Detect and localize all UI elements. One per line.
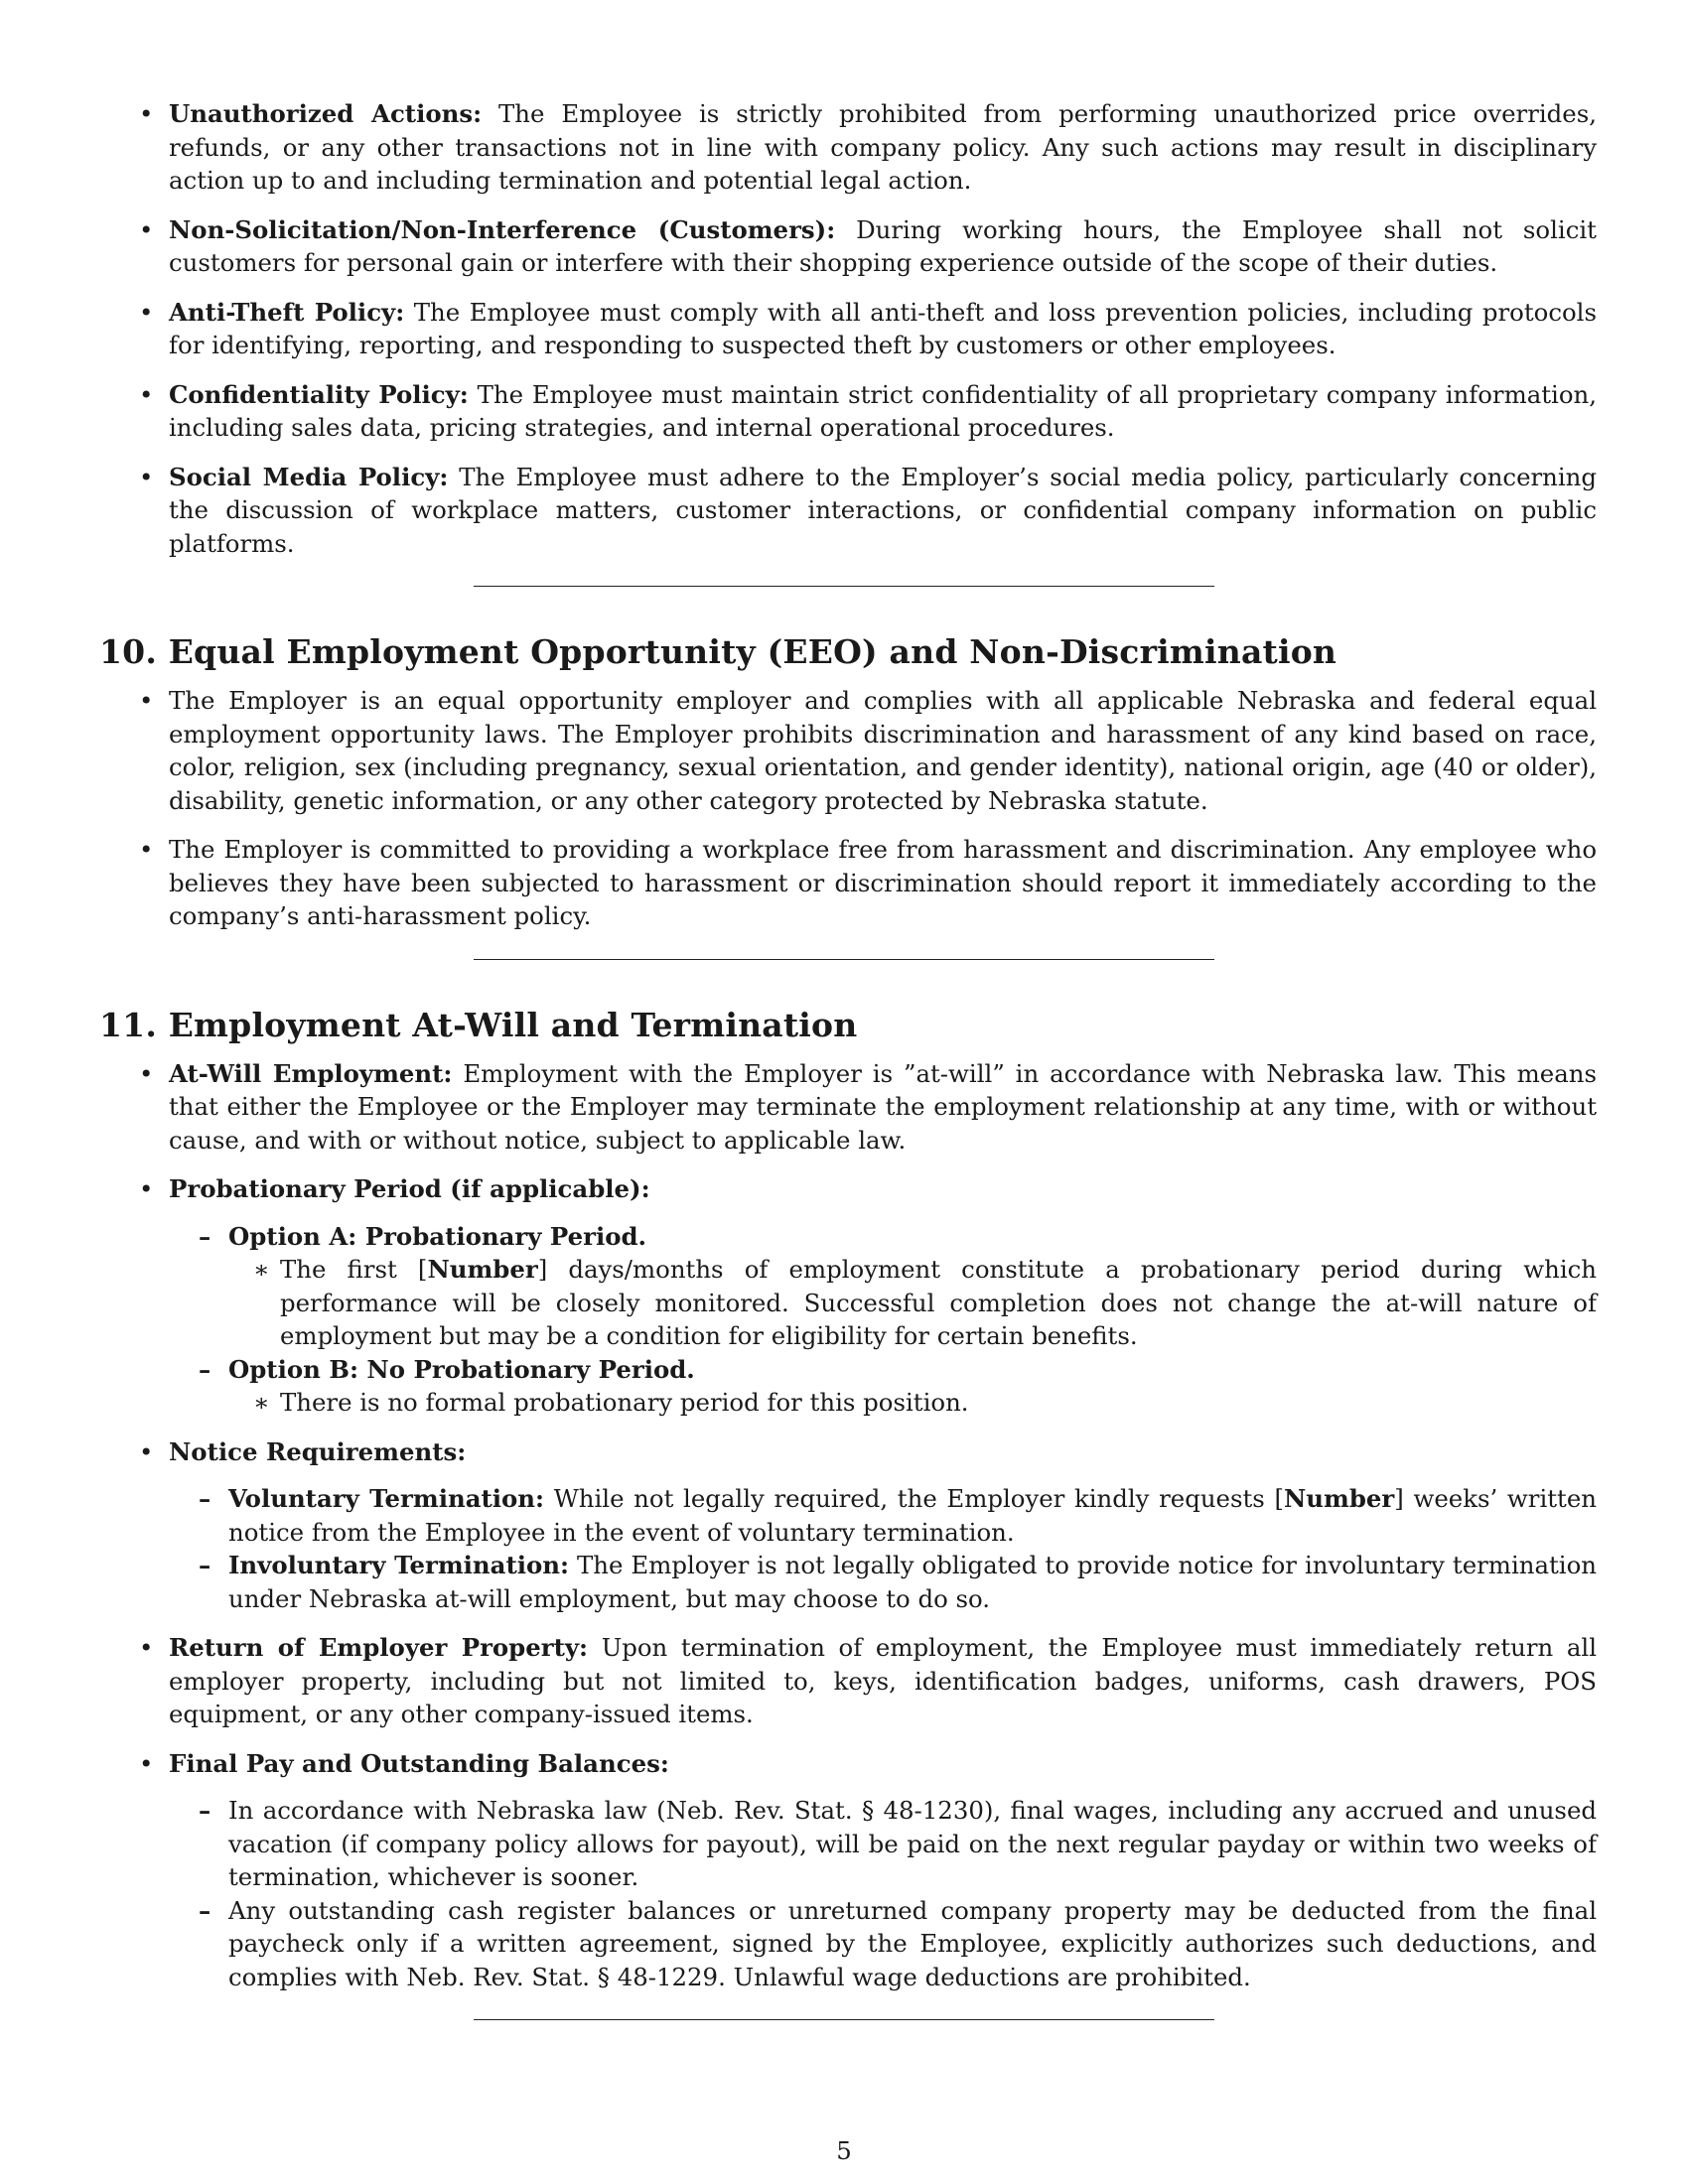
list-item <box>99 296 1597 362</box>
bracket: ] <box>537 1255 548 1284</box>
list-item-return-property <box>99 1631 1597 1731</box>
text-part: The first <box>280 1255 418 1284</box>
item-text: The Employee must comply with all anti-theft and loss prevention policies, including protocols for identifying, reporting, and responding to suspected theft by customers or other employees. <box>169 297 1597 359</box>
sub-label: Involuntary Termination: <box>228 1551 570 1579</box>
section-11-heading: 11. Employment At-Will and Termination <box>99 1005 858 1044</box>
notice-options <box>99 1482 1597 1615</box>
option-label: Option A: Probationary Period. <box>228 1221 647 1251</box>
text-part: days/months of employment constitute a probationary period during which performance will be closely monitored. Successful completion does not change the at-will nature of employment but may be a condition for eligibility for certain benefits. <box>280 1255 1597 1350</box>
list-item-notice <box>99 1435 1597 1469</box>
list-item <box>99 378 1597 445</box>
final-pay-item <box>99 1894 1597 1994</box>
item-label: Unauthorized Actions: <box>169 99 483 128</box>
item-text: Employment with the Employer is ”at-will” in accordance with Nebraska law. This means that either the Employee or the Employer may terminate the employment relationship at any time, with or without cause, and with or without notice, subject to applicable law. <box>169 1058 1597 1155</box>
item-label: Anti-Theft Policy: <box>169 297 405 327</box>
page-number: 5 <box>836 2136 852 2165</box>
list-item <box>99 684 1597 817</box>
item-label: Confidentiality Policy: <box>169 379 469 409</box>
document-page <box>99 97 1597 2020</box>
final-pay-item <box>99 1794 1597 1894</box>
item-text: The Employee must maintain strict confidentiality of all proprietary company information, including sales data, pricing strategies, and internal operational procedures. <box>169 379 1597 442</box>
involuntary-termination <box>99 1549 1597 1615</box>
item-text: The Employer is an equal opportunity employer and complies with all applicable Nebraska and federal equal employment opportunity laws. The Employer prohibits discrimination and harassment of any kind based on race, color, religion, sex (including pregnancy, sexual orientation, and gender identity), national origin, age (40 or older), disability, genetic information, or any other category protected by Nebraska statute. <box>169 686 1597 815</box>
item-text: Upon termination of employment, the Employee must immediately return all employer property, including but not limited to, keys, identification badges, uniforms, cash drawers, POS equipment, or any other company-issued items. <box>169 1633 1597 1728</box>
item-label: Notice Requirements: <box>169 1436 467 1466</box>
item-label: Non-Solicitation/Non-Interference (Customers): <box>169 214 836 244</box>
list-item-probation <box>99 1172 1597 1206</box>
item-label: Return of Employer Property: <box>169 1633 589 1662</box>
option-a <box>99 1220 1597 1254</box>
text-part: While not legally required, the Employer kindly requests <box>544 1484 1275 1513</box>
item-text: Any outstanding cash register balances or unreturned company property may be deducted from the final paycheck only if a written agreement, signed by the Employee, explicitly authorizes such deductions, and complies with Neb. Rev. Stat. § 48-1229. Unlawful wage deductions are prohibited. <box>228 1895 1597 1991</box>
option-label: Option B: No Probationary Period. <box>228 1354 695 1384</box>
section-divider <box>474 2019 1214 2020</box>
item-text: The Employee must adhere to the Employer’s social media policy, particularly concerning the discussion of workplace matters, customer interactions, or confidential company information on public platforms. <box>169 462 1597 558</box>
option-b-detail <box>99 1386 1597 1420</box>
bracket: ] <box>1394 1484 1404 1513</box>
text-part: weeks’ written notice from the Employee in the event of voluntary termination. <box>228 1484 1597 1547</box>
list-item <box>99 461 1597 561</box>
list-item-final-pay <box>99 1747 1597 1781</box>
section-divider <box>474 959 1214 960</box>
option-b <box>99 1353 1597 1387</box>
option-a-detail <box>99 1253 1597 1353</box>
section-divider <box>474 586 1214 587</box>
voluntary-termination <box>99 1482 1597 1549</box>
probation-options <box>99 1220 1597 1420</box>
text-part: There is no formal probationary period for this position. <box>280 1388 969 1417</box>
item-text: During working hours, the Employee shall not solicit customers for personal gain or interfere with their shopping experience outside of the scope of their duties. <box>169 214 1597 277</box>
list-item <box>99 833 1597 933</box>
sub-label: Voluntary Termination: <box>228 1484 545 1513</box>
placeholder: Number <box>1284 1484 1395 1513</box>
item-label: Final Pay and Outstanding Balances: <box>169 1748 669 1778</box>
placeholder: Number <box>427 1255 538 1284</box>
item-label: At-Will Employment: <box>169 1058 453 1088</box>
final-pay-items <box>99 1794 1597 1993</box>
item-text: The Employee is strictly prohibited from performing unauthorized price overrides, refunds, or any other transactions not in line with company policy. Any such actions may result in disciplinary action up to and including termination and potential legal action. <box>169 99 1597 195</box>
item-label: Social Media Policy: <box>169 462 449 491</box>
list-item <box>99 213 1597 280</box>
text-part: The Employer is not legally obligated to provide notice for involuntary termination under Nebraska at-will employment, but may choose to do so. <box>228 1551 1597 1613</box>
list-item-at-will <box>99 1057 1597 1158</box>
list-item <box>99 97 1597 198</box>
item-label: Probationary Period (if applicable): <box>169 1174 650 1203</box>
item-text: The Employer is committed to providing a workplace free from harassment and discrimination. Any employee who believes they have been subjected to harassment or discrimination should report it immediately according to the company’s anti-harassment policy. <box>169 835 1597 930</box>
bracket: [ <box>1274 1484 1284 1513</box>
policy-list <box>99 97 1597 560</box>
item-text: In accordance with Nebraska law (Neb. Rev. Stat. § 48-1230), final wages, including any accrued and unused vacation (if company policy allows for payout), will be paid on the next regular payday or within two weeks of termination, whichever is sooner. <box>228 1796 1597 1891</box>
bracket: [ <box>417 1255 428 1284</box>
section-10-heading: 10. Equal Employment Opportunity (EEO) and Non-Discrimination <box>99 632 1337 671</box>
